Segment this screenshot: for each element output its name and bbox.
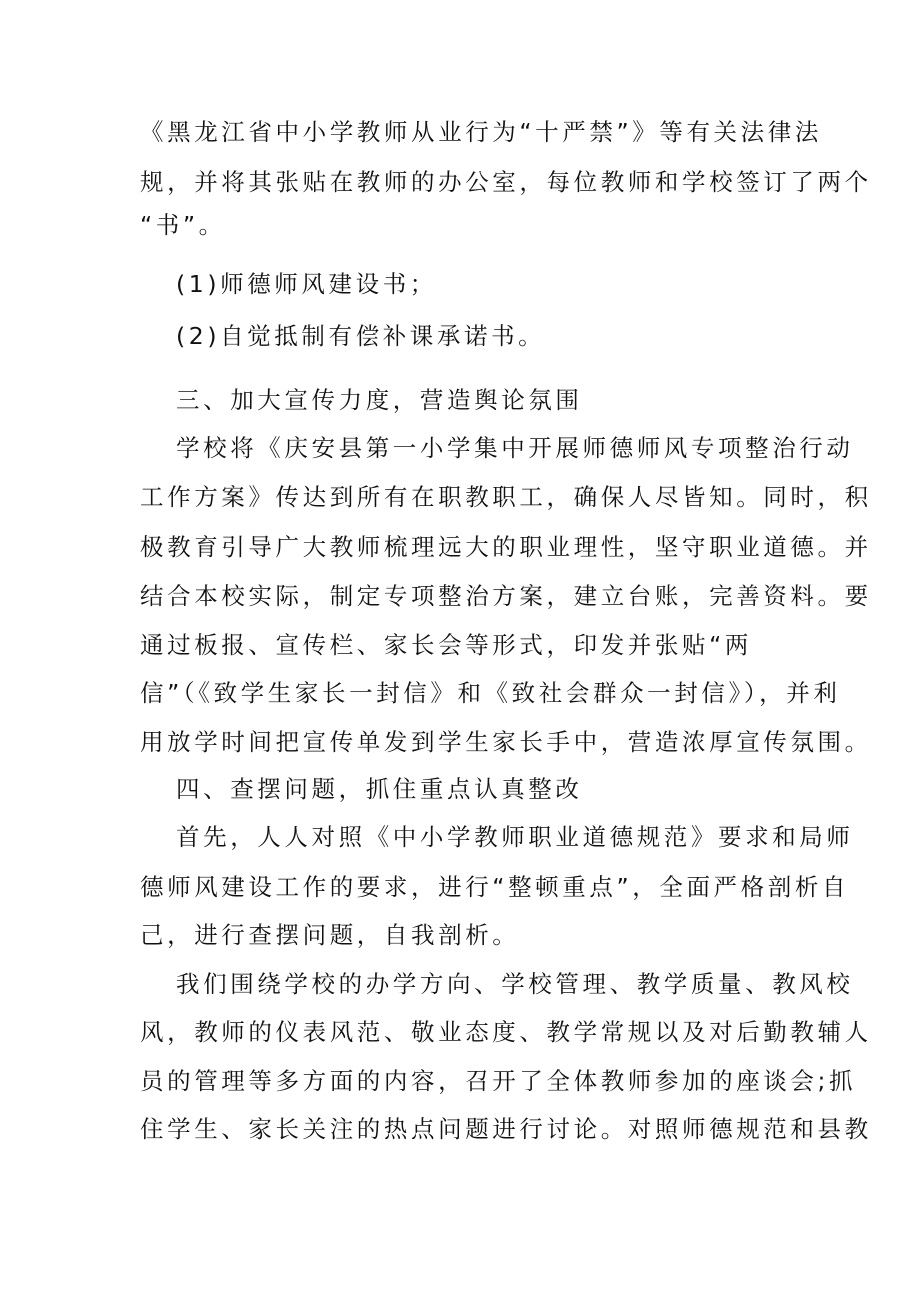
paragraph-2-line-2: 工作方案》传达到所有在职教职工，确保人尽皆知。同时，积 (140, 483, 872, 511)
section-heading-3: 三、加大宣传力度，营造舆论氛围 (176, 386, 583, 414)
paragraph-4-line-2: 风，教师的仪表风范、敬业态度、教学常规以及对后勤教辅人 (140, 1018, 872, 1046)
paragraph-3-line-3: 己，进行查摆问题，自我剖析。 (140, 921, 520, 949)
paragraph-1-line-3: “书”。 (140, 211, 226, 239)
paragraph-2-line-1: 学校将《庆安县第一小学集中开展师德师风专项整治行动 (176, 434, 854, 462)
paragraph-4-line-1: 我们围绕学校的办学方向、学校管理、教学质量、教风校 (176, 970, 854, 998)
section-heading-4: 四、查摆问题，抓住重点认真整改 (176, 775, 583, 803)
paragraph-4-line-3: 员的管理等多方面的内容，召开了全体教师参加的座谈会;抓 (140, 1067, 857, 1095)
paragraph-2-line-5: 通过板报、宣传栏、家长会等形式，印发并张贴“两 (140, 631, 752, 659)
paragraph-1-line-1: 《黑龙江省中小学教师从业行为“十严禁”》等有关法律法 (140, 118, 822, 146)
paragraph-1-line-2: 规，并将其张贴在教师的办公室，每位教师和学校签订了两个 (140, 168, 872, 196)
list-item-1: (1)师德师风建设书； (176, 270, 437, 298)
paragraph-3-line-2: 德师风建设工作的要求，进行“整顿重点”，全面严格剖析自 (140, 873, 850, 901)
paragraph-2-line-3: 极教育引导广大教师梳理远大的职业理性，坚守职业道德。并 (140, 533, 872, 561)
list-item-2: (2)自觉抵制有偿补课承诺书。 (176, 322, 546, 350)
paragraph-2-line-4: 结合本校实际，制定专项整治方案，建立台账，完善资料。要 (140, 582, 872, 610)
paragraph-4-line-4: 住学生、家长关注的热点问题进行讨论。对照师德规范和县教 (140, 1115, 872, 1143)
paragraph-3-line-1: 首先，人人对照《中小学教师职业道德规范》要求和局师 (176, 823, 854, 851)
paragraph-2-line-6: 信”（《致学生家长一封信》和《致社会群众一封信》），并利 (140, 679, 841, 707)
paragraph-2-line-7: 用放学时间把宣传单发到学生家长手中，营造浓厚宣传氛围。 (140, 728, 872, 756)
